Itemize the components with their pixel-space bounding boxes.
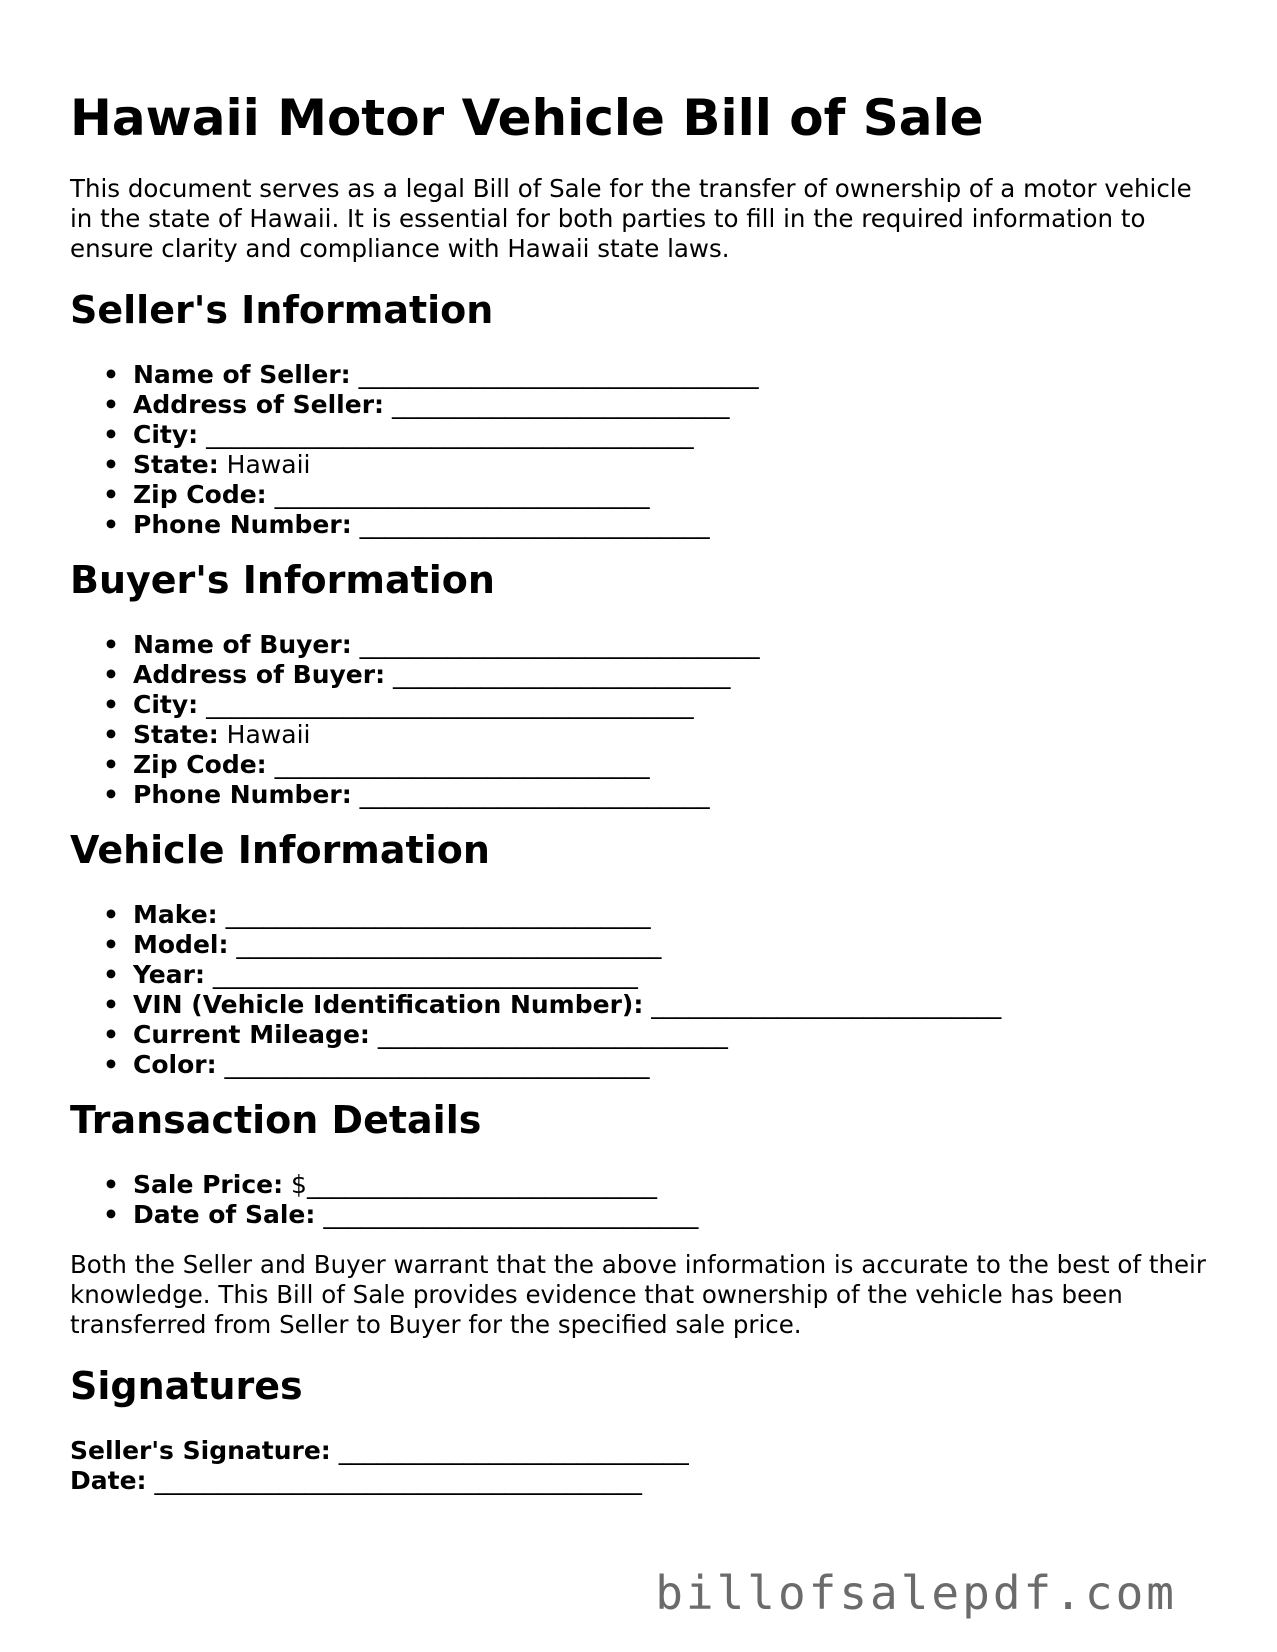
list-item <box>70 1050 1001 1080</box>
field-label: Phone Number: <box>133 780 352 809</box>
seller-state-value: Hawaii <box>218 450 311 479</box>
bullet: • <box>103 690 119 719</box>
bullet: • <box>103 1200 119 1229</box>
bullet: • <box>103 930 119 959</box>
seller-signature-label: Seller's Signature: <box>70 1436 331 1465</box>
date-of-sale-field[interactable]: ______________________________ <box>315 1200 699 1229</box>
vehicle-heading: Vehicle Information <box>70 828 490 872</box>
list-item <box>70 1200 698 1230</box>
field-label: Phone Number: <box>133 510 352 539</box>
bullet: • <box>103 1170 119 1199</box>
bullet: • <box>103 960 119 989</box>
vehicle-mileage-field[interactable]: ____________________________ <box>369 1020 728 1049</box>
buyer-address-field[interactable]: ___________________________ <box>385 660 731 689</box>
bullet: • <box>103 420 119 449</box>
buyer-heading: Buyer's Information <box>70 558 495 602</box>
seller-heading: Seller's Information <box>70 288 494 332</box>
vehicle-vin-field[interactable]: ____________________________ <box>643 990 1002 1019</box>
signature-date-field[interactable]: _______________________________________ <box>146 1466 642 1495</box>
bullet: • <box>103 900 119 929</box>
vehicle-color-field[interactable]: __________________________________ <box>216 1050 650 1079</box>
list-item <box>70 750 760 780</box>
seller-zip-field[interactable]: ______________________________ <box>266 480 650 509</box>
seller-signature-line <box>70 1436 689 1466</box>
list-item <box>70 960 1001 990</box>
transaction-heading: Transaction Details <box>70 1098 482 1142</box>
bullet: • <box>103 660 119 689</box>
field-label: City: <box>133 420 199 449</box>
signature-date-line <box>70 1466 642 1496</box>
bullet: • <box>103 450 119 479</box>
list-item <box>70 930 1001 960</box>
list-item <box>70 1170 698 1200</box>
field-label: Year: <box>133 960 205 989</box>
list-item <box>70 690 760 720</box>
field-label: Current Mileage: <box>133 1020 370 1049</box>
page-title: Hawaii Motor Vehicle Bill of Sale <box>70 89 984 147</box>
list-item <box>70 660 760 690</box>
vehicle-model-field[interactable]: __________________________________ <box>228 930 662 959</box>
list-item <box>70 630 760 660</box>
signatures-heading: Signatures <box>70 1364 303 1408</box>
bullet: • <box>103 630 119 659</box>
field-label: Model: <box>133 930 229 959</box>
field-label: Zip Code: <box>133 480 267 509</box>
field-label: Name of Buyer: <box>133 630 352 659</box>
bullet: • <box>103 720 119 749</box>
list-item <box>70 390 759 420</box>
seller-fields-list <box>70 360 759 540</box>
buyer-city-field[interactable]: _______________________________________ <box>198 690 694 719</box>
bullet: • <box>103 1020 119 1049</box>
sale-price-field[interactable]: $____________________________ <box>283 1170 657 1199</box>
field-label: State: <box>133 720 219 749</box>
seller-city-field[interactable]: _______________________________________ <box>198 420 694 449</box>
bullet: • <box>103 750 119 779</box>
seller-name-field[interactable]: ________________________________ <box>350 360 759 389</box>
seller-phone-field[interactable]: ____________________________ <box>351 510 710 539</box>
bullet: • <box>103 510 119 539</box>
bullet: • <box>103 480 119 509</box>
buyer-phone-field[interactable]: ____________________________ <box>351 780 710 809</box>
list-item <box>70 510 759 540</box>
field-label: Color: <box>133 1050 217 1079</box>
list-item <box>70 360 759 390</box>
field-label: Address of Seller: <box>133 390 385 419</box>
buyer-state-value: Hawaii <box>218 720 311 749</box>
vehicle-fields-list <box>70 900 1001 1080</box>
list-item <box>70 1020 1001 1050</box>
signature-date-label: Date: <box>70 1466 147 1495</box>
field-label: Sale Price: <box>133 1170 284 1199</box>
field-label: Name of Seller: <box>133 360 351 389</box>
seller-signature-field[interactable]: ____________________________ <box>330 1436 689 1465</box>
vehicle-make-field[interactable]: __________________________________ <box>217 900 651 929</box>
buyer-fields-list <box>70 630 760 810</box>
list-item <box>70 900 1001 930</box>
list-item <box>70 990 1001 1020</box>
field-label: City: <box>133 690 199 719</box>
vehicle-year-field[interactable]: __________________________________ <box>204 960 638 989</box>
bullet: • <box>103 780 119 809</box>
buyer-name-field[interactable]: ________________________________ <box>351 630 760 659</box>
field-label: Make: <box>133 900 218 929</box>
field-label: Address of Buyer: <box>133 660 386 689</box>
bullet: • <box>103 990 119 1019</box>
field-label: VIN (Vehicle Identification Number): <box>133 990 644 1019</box>
buyer-zip-field[interactable]: ______________________________ <box>266 750 650 779</box>
watermark: billofsalepdf.com <box>655 1566 1177 1620</box>
bullet: • <box>103 1050 119 1079</box>
seller-address-field[interactable]: ___________________________ <box>384 390 730 419</box>
field-label: State: <box>133 450 219 479</box>
list-item <box>70 420 759 450</box>
bullet: • <box>103 360 119 389</box>
list-item <box>70 480 759 510</box>
field-label: Zip Code: <box>133 750 267 779</box>
list-item <box>70 450 759 480</box>
list-item <box>70 720 760 750</box>
transaction-fields-list <box>70 1170 698 1230</box>
list-item <box>70 780 760 810</box>
warranty-paragraph: Both the Seller and Buyer warrant that the above information is accurate to the best of their knowledge. This Bill of Sale provides evidence that ownership of the vehicle has been transferred from Seller to Buyer for the specified sale price. <box>70 1250 1206 1339</box>
field-label: Date of Sale: <box>133 1200 316 1229</box>
intro-paragraph: This document serves as a legal Bill of Sale for the transfer of ownership of a motor vehicle in the state of Hawaii. It is essential for both parties to fill in the required information to ensure clarity and compliance with Hawaii state laws. <box>70 174 1192 263</box>
bullet: • <box>103 390 119 419</box>
